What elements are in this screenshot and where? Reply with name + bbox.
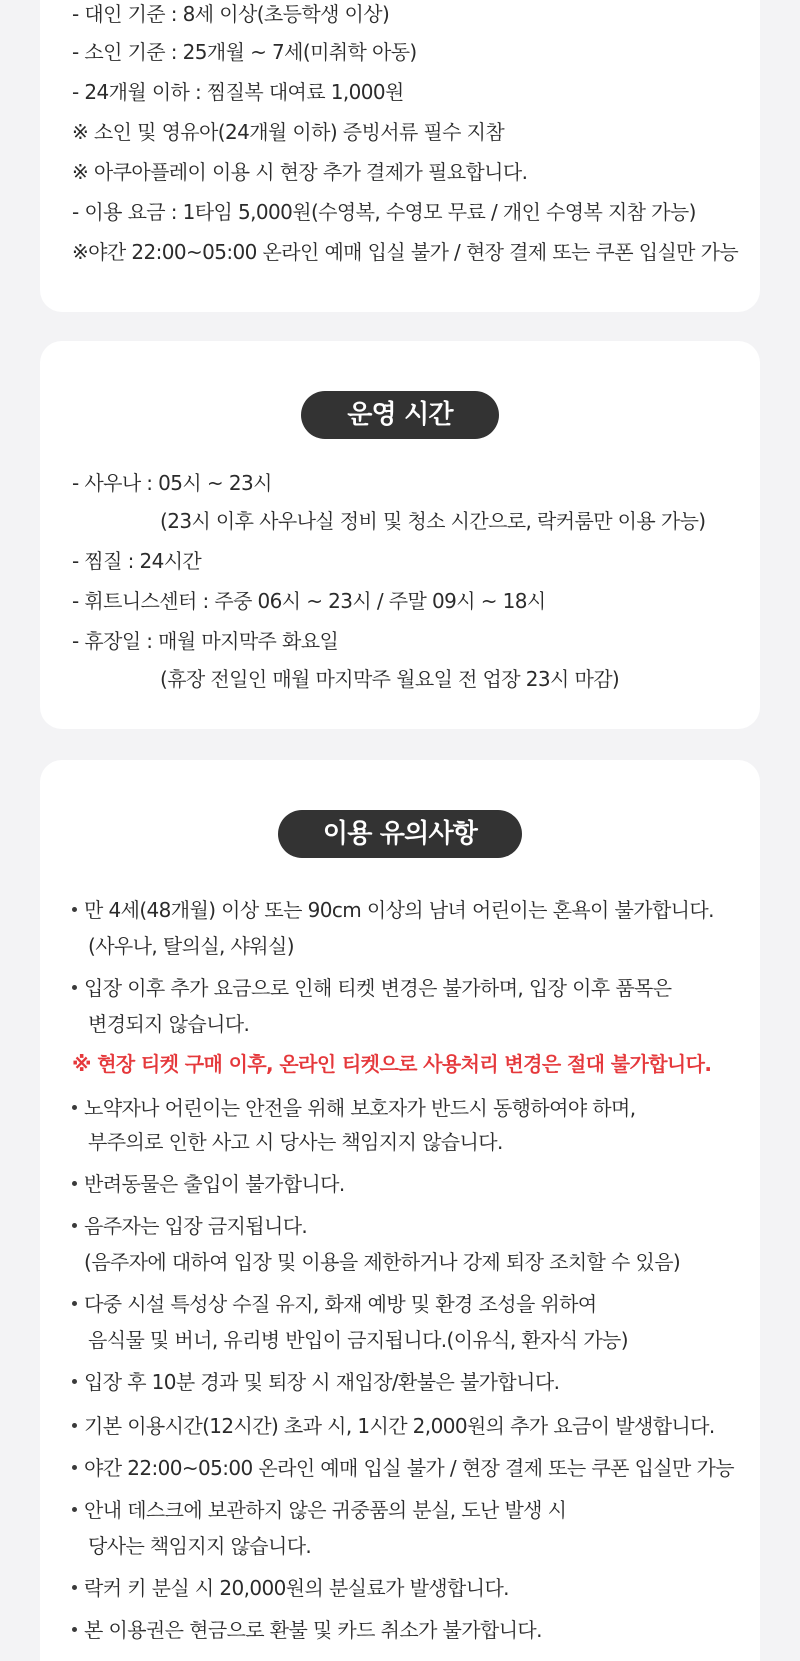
pricing-line: ※ 아쿠아플레이 이용 시 현장 추가 결제가 필요합니다. [72,160,528,184]
pricing-line: - 소인 기준 : 25개월 ~ 7세(미취학 아동) [72,40,417,64]
notice-item: 입장 후 10분 경과 및 퇴장 시 재입장/환불은 불가합니다. [72,1368,752,1396]
bullet-icon [72,1223,77,1228]
notice-item-cont: (사우나, 탈의실, 샤워실) [88,934,294,958]
pricing-line: - 24개월 이하 : 찜질복 대여료 1,000원 [72,80,404,104]
notice-item: 안내 데스크에 보관하지 않은 귀중품의 분실, 도난 발생 시 [72,1496,752,1524]
notice-item-cont: 음식물 및 버너, 유리병 반입이 금지됩니다.(이유식, 환자식 가능) [88,1328,628,1352]
pricing-line: - 대인 기준 : 8세 이상(초등학생 이상) [72,2,390,26]
hours-line: - 휴장일 : 매월 마지막주 화요일 [72,629,339,653]
hours-line: - 휘트니스센터 : 주중 06시 ~ 23시 / 주말 09시 ~ 18시 [72,589,546,613]
bullet-icon [72,1585,77,1590]
hours-line: (23시 이후 사우나실 정비 및 청소 시간으로, 락커룸만 이용 가능) [160,509,706,533]
hours-line: - 찜질 : 24시간 [72,549,202,573]
pricing-line: ※ 소인 및 영유아(24개월 이하) 증빙서류 필수 지참 [72,120,505,144]
bullet-icon [72,1379,77,1384]
bullet-icon [72,1627,77,1632]
notice-item: 야간 22:00~05:00 온라인 예매 입실 불가 / 현장 결제 또는 쿠폰 입실만 가능 [72,1454,752,1482]
notice-item: 입장 이후 추가 요금으로 인해 티켓 변경은 불가하며, 입장 이후 품목은 [72,974,752,1002]
notice-item-cont: 당사는 책임지지 않습니다. [88,1534,312,1558]
notice-item-cont: 부주의로 인한 사고 시 당사는 책임지지 않습니다. [88,1130,503,1154]
pricing-line: - 이용 요금 : 1타임 5,000원(수영복, 수영모 무료 / 개인 수영복 지참 가능) [72,200,696,224]
bullet-icon [72,907,77,912]
hours-card [40,341,760,729]
notice-item: 다중 시설 특성상 수질 유지, 화재 예방 및 환경 조성을 위하여 [72,1290,752,1318]
notices-card [40,760,760,1661]
notice-item-cont: 변경되지 않습니다. [88,1012,250,1036]
notice-item: 기본 이용시간(12시간) 초과 시, 1시간 2,000원의 추가 요금이 발생합니다. [72,1412,752,1440]
notice-item: 노약자나 어린이는 안전을 위해 보호자가 반드시 동행하여야 하며, [72,1094,752,1122]
hours-line: - 사우나 : 05시 ~ 23시 [72,471,272,495]
notice-warning: ※ 현장 티켓 구매 이후, 온라인 티켓으로 사용처리 변경은 절대 불가합니다. [72,1052,712,1076]
notice-item: 락커 키 분실 시 20,000원의 분실료가 발생합니다. [72,1574,752,1602]
hours-title-badge: 운영 시간 [301,391,499,439]
hours-line: (휴장 전일인 매월 마지막주 월요일 전 업장 23시 마감) [160,667,620,691]
notice-item: 만 4세(48개월) 이상 또는 90cm 이상의 남녀 어린이는 혼욕이 불가합니다. [72,896,752,924]
bullet-icon [72,1105,77,1110]
pricing-line: ※야간 22:00~05:00 온라인 예매 입실 불가 / 현장 결제 또는 쿠폰 입실만 가능 [72,240,739,264]
bullet-icon [72,985,77,990]
bullet-icon [72,1423,77,1428]
pricing-card [40,0,760,312]
notice-item: 반려동물은 출입이 불가합니다. [72,1170,752,1198]
bullet-icon [72,1181,77,1186]
notice-item: 본 이용권은 현금으로 환불 및 카드 취소가 불가합니다. [72,1616,752,1644]
bullet-icon [72,1301,77,1306]
notice-item: 음주자는 입장 금지됩니다. [72,1212,752,1240]
notice-item-cont: (음주자에 대하여 입장 및 이용을 제한하거나 강제 퇴장 조치할 수 있음) [84,1250,681,1274]
bullet-icon [72,1507,77,1512]
bullet-icon [72,1465,77,1470]
notices-title-badge: 이용 유의사항 [278,810,522,858]
